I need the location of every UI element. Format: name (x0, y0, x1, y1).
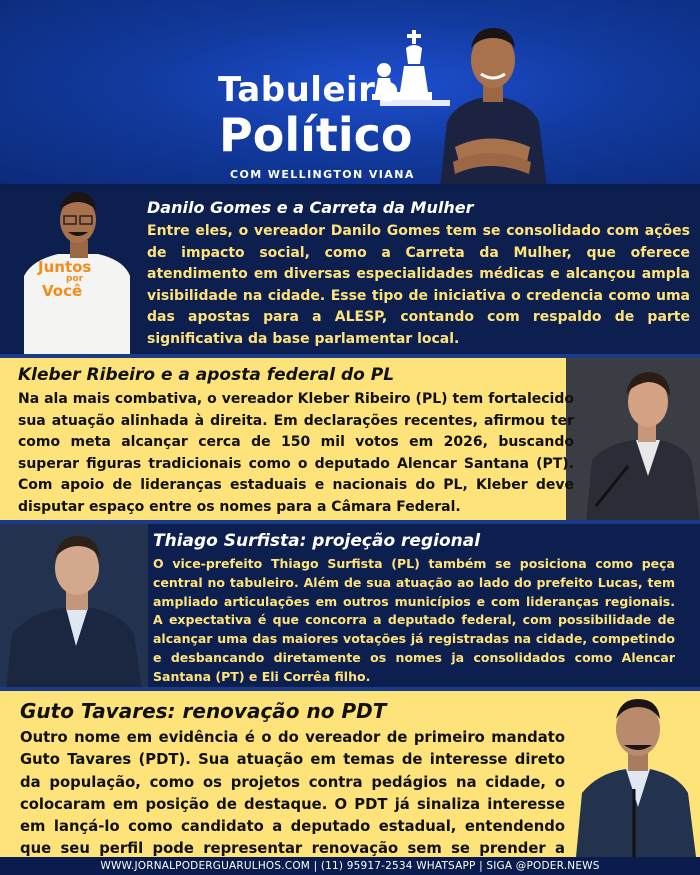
logo-byline: COM WELLINGTON VIANA (230, 168, 415, 181)
host-photo (435, 12, 550, 188)
section-title: Kleber Ribeiro e a aposta federal do PL (18, 365, 395, 385)
shirt-print (38, 260, 118, 299)
shirt-word-2: por (66, 274, 84, 284)
section-body: O vice-prefeito Thiago Surfista (PL) também se posiciona como peça central no tabuleiro. Além de sua atuação ao lado do prefeito Lucas, tem ampliado articulações em outros municípios e com lideranças regionais. A expectativa é que concorra a deputado federal, com possibilidade de alcançar uma das maiores votações já registradas na cidade, competindo e desbancando diretamente os nomes ja consolidados como Alencar Santana (PT) e Eli Corrêa filho. (153, 556, 675, 684)
section-kleber-ribeiro (0, 356, 700, 522)
shirt-word-3: Você (42, 282, 83, 300)
divider (0, 687, 700, 691)
divider (0, 354, 700, 358)
section-body: Outro nome em evidência é o do vereador de primeiro mandato Guto Tavares (PDT). Sua atuação em temas de interesse direto da população, como os projetos contra pedágios na cidade, o colocaram em posição de destaque. O PDT já sinaliza interesse em lançá-lo como candidato a deputado estadual, entendendo que seu perfil pode representar renovação sem se prender a (20, 729, 565, 857)
divider (0, 520, 700, 524)
section-title: Guto Tavares: renovação no PDT (20, 699, 387, 723)
guto-tavares-photo (568, 689, 700, 857)
kleber-ribeiro-photo (566, 356, 700, 522)
section-body: Entre eles, o vereador Danilo Gomes tem se consolidado com ações de impacto social, como a Carreta da Mulher, que oferece atendimento em diversas especialidades médicas e alcançou ampla visibilidade na cidade. Esse tipo de iniciativa o credencia como uma das apostas para a ALESP, contando com respaldo de parte significativa da base parlamentar local. (147, 223, 690, 347)
logo-title: Tabuleiro (218, 70, 400, 110)
footer-contact-bar: WWW.JORNALPODERGUARULHOS.COM | (11) 95917-2534 WHATSAPP | SIGA @PODER.NEWS (0, 857, 700, 875)
section-title: Thiago Surfista: projeção regional (153, 531, 481, 551)
section-guto-tavares (0, 689, 700, 857)
thiago-surfista-photo (0, 522, 148, 689)
logo-subtitle: Político (219, 108, 413, 162)
shirt-word-1: Juntos (38, 258, 92, 276)
header-banner (0, 0, 700, 188)
section-thiago-surfista (0, 522, 700, 689)
section-danilo-gomes (0, 188, 700, 356)
section-body: Na ala mais combativa, o vereador Kleber Ribeiro (PL) tem fortalecido sua atuação alinhada à direita. Em declarações recentes, afirmou ter como meta alcançar cerca de 150 mil votos em 2026, buscando superar figuras tradicionais como o deputado Alencar Santana (PT). Com apoio de lideranças estaduais e nacionais do PL, Kleber deve disputar espaço entre os nomes para a Câmara Federal. (18, 391, 574, 515)
section-title: Danilo Gomes e a Carreta da Mulher (147, 198, 474, 217)
